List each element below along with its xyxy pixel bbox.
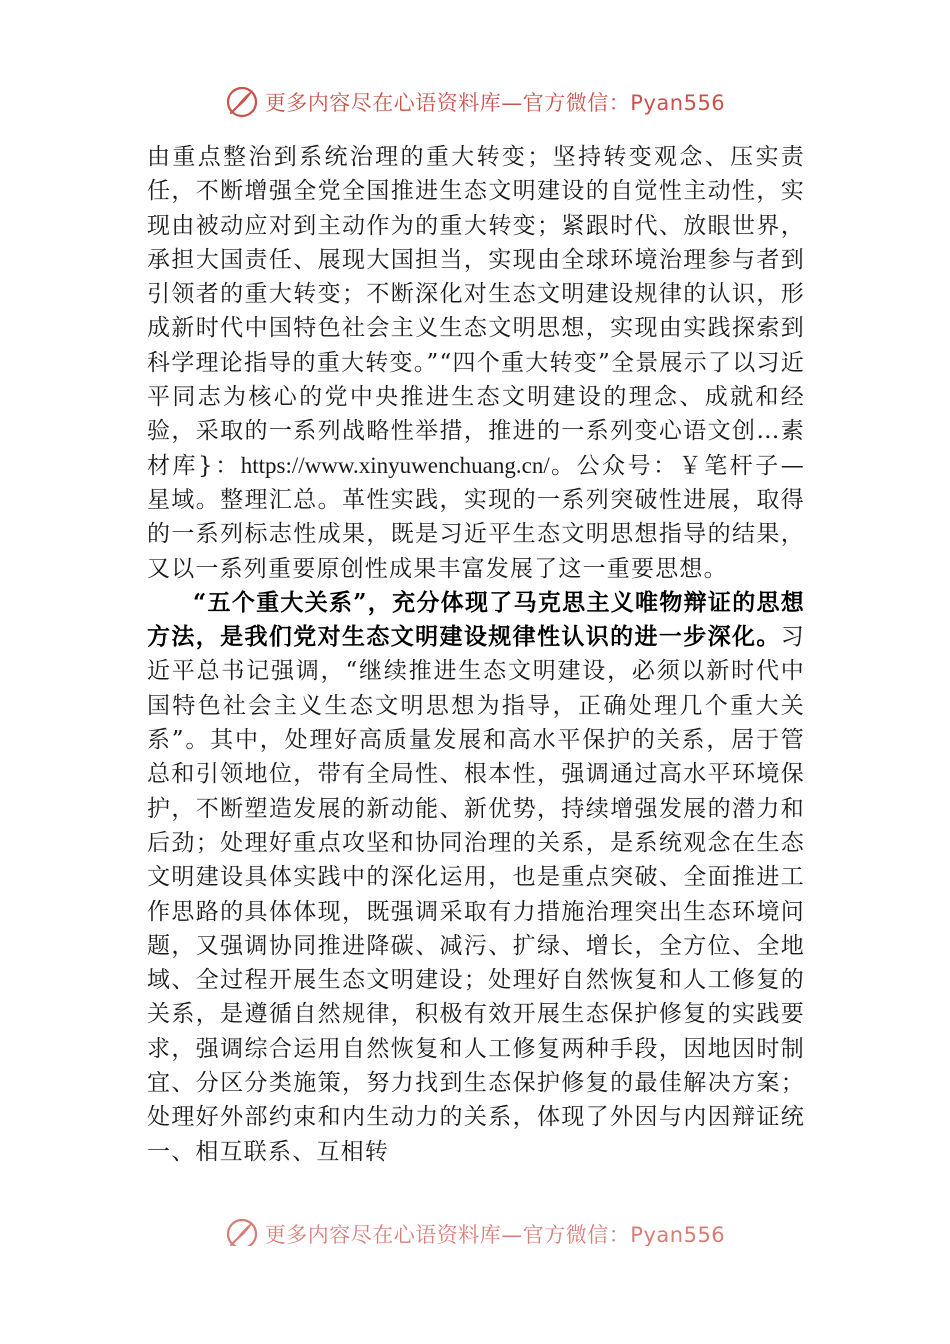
paragraph-2 xyxy=(147,586,805,1169)
quill-logo-icon xyxy=(225,85,259,119)
paragraph-1 xyxy=(147,140,805,586)
banner-text: 更多内容尽在心语资料库—官方微信：Pyan556 xyxy=(264,91,726,115)
quill-logo-icon xyxy=(225,1217,259,1246)
header-banner xyxy=(0,82,950,122)
footer-banner-text: 更多内容尽在心语资料库—官方微信：Pyan556 xyxy=(264,1223,726,1246)
paragraph-1-text: 由重点整治到系统治理的重大转变；坚持转变观念、压实责任，不断增强全党全国推进生态文明建设的自觉性主动性，实现由被动应对到主动作为的重大转变；紧跟时代、放眼世界，承担大国责任、展现大国担当，实现由全球环境治理参与者到引领者的重大转变；不断深化对生态文明建设规律的认识，形成新时代中国特色社会主义生态文明思想，实现由实践探索到科学理论指导的重大转变。”“四个重大转变”全景展示了以习近平同志为核心的党中央推进生态文明建设的理念、成就和经验，采取的一系列战略性举措，推进的一系列变心语文创…素材库}： xyxy=(147,144,805,479)
footer-banner xyxy=(0,1204,950,1246)
paragraph-2-lead: “五个重大关系”，充分体现了马克思主义唯物辩证的思想方法，是我们党对生态文明建设规律性认识的进一步深化。 xyxy=(147,588,805,651)
document-body xyxy=(147,140,805,1215)
paragraph-1-tail: 。公众号：￥笔杆子—星域。整理汇总。革性实践，实现的一系列突破性进展，取得的一系列标志性成果，既是习近平生态文明思想指导的结果，又以一系列重要原创性成果丰富发展了这一重要思想。 xyxy=(147,452,805,582)
website-link[interactable]: https://www.xinyuwenchuang.cn/ xyxy=(240,452,550,478)
paragraph-2-text: 习近平总书记强调，“继续推进生态文明建设，必须以新时代中国特色社会主义生态文明思想为指导，正确处理几个重大关系”。其中，处理好高质量发展和高水平保护的关系，居于管总和引领地位，带有全局性、根本性，强调通过高水平环境保护，不断塑造发展的新动能、新优势，持续增强发展的潜力和后劲；处理好重点攻坚和协同治理的关系，是系统观念在生态文明建设具体实践中的深化运用，也是重点突破、全面推进工作思路的具体体现，既强调采取有力措施治理突出生态环境问题，又强调协同推进降碳、减污、扩绿、增长，全方位、全地域、全过程开展生态文明建设；处理好自然恢复和人工修复的关系，是遵循自然规律，积极有效开展生态保护修复的实践要求，强调综合运用自然恢复和人工修复两种手段，因地因时制宜、分区分类施策，努力找到生态保护修复的最佳解决方案；处理好外部约束和内生动力的关系，体现了外因与内因辩证统一、相互联系、互相转 xyxy=(147,624,805,1165)
